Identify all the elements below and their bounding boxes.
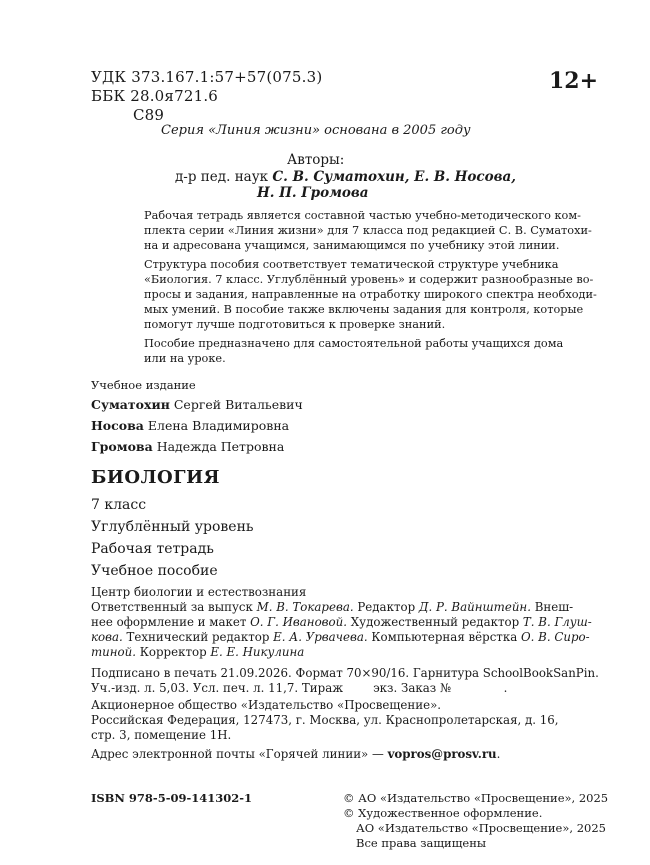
annotation-p2-l5: помогут лучше подготовиться к проверке знаний.: [144, 318, 446, 331]
imprint-line-1: Подписано в печать 21.09.2026. Формат 70×90/16. Гарнитура SchoolBookSanPin.: [91, 666, 599, 680]
annotation-p1-l3: на и адресована учащимся, занимающимся по учебнику этой линии.: [144, 239, 560, 252]
email-end: .: [496, 747, 501, 761]
copyright-1: © АО «Издательство «Просвещение», 2025: [343, 791, 609, 805]
credit-2: [91, 418, 289, 433]
annotation-p1-l1: Рабочая тетрадь является составной частью учебно-методического ком-: [144, 209, 581, 222]
staff-person: Е. Е. Никулина: [210, 645, 305, 659]
staff-person: М. В. Токарева.: [256, 600, 354, 614]
isbn: ISBN 978-5-09-141302-1: [91, 791, 253, 805]
book-purpose: Учебное пособие: [91, 563, 218, 579]
udk-code: УДК 373.167.1:57+57(075.3): [91, 68, 323, 86]
staff-person: О. В. Сиро-: [520, 630, 590, 644]
staff-line-1: [91, 600, 573, 616]
imprint-line-5: стр. 3, помещение 1Н.: [91, 728, 232, 742]
rights-reserved: Все права защищены: [356, 836, 487, 850]
authors-line-2: Н. П. Громова: [257, 185, 369, 201]
staff-person: Д. Р. Вайнштейн.: [418, 600, 531, 614]
author-mark: С89: [133, 106, 165, 124]
authors-degree: д-р пед. наук: [175, 169, 269, 185]
staff-line-4: [91, 645, 304, 661]
edition-type: Учебное издание: [91, 378, 196, 392]
staff-center: Центр биологии и естествознания: [91, 585, 307, 599]
annotation-p1-l2: плекта серии «Линия жизни» для 7 класса под редакцией С. В. Суматохи-: [144, 224, 592, 237]
authors-names: С. В. Суматохин, Е. В. Носова,: [272, 169, 516, 185]
staff-role: Художественный редактор: [347, 615, 523, 629]
email-label: Адрес электронной почты «Горячей линии» —: [91, 747, 388, 761]
staff-person: О. Г. Ивановой.: [250, 615, 347, 629]
bbk-code: ББК 28.0я721.6: [91, 87, 219, 105]
staff-person: тиной.: [91, 645, 137, 659]
annotation-p3-l1: Пособие предназначено для самостоятельной работы учащихся дома: [144, 337, 564, 350]
imprint-line-2: Уч.-изд. л. 5,03. Усл. печ. л. 11,7. Тираж экз. Заказ № .: [91, 681, 508, 695]
book-title: БИОЛОГИЯ: [91, 467, 220, 488]
staff-role: нее оформление и макет: [91, 615, 251, 629]
credit-given: Надежда Петровна: [156, 439, 285, 454]
annotation-p2-l3: просы и задания, направленные на отработку широкого спектра необходи-: [144, 288, 597, 301]
staff-role: Технический редактор: [122, 630, 274, 644]
series-note: Серия «Линия жизни» основана в 2005 году: [161, 123, 471, 138]
staff-role: Редактор: [353, 600, 419, 614]
imprint-line-3: Акционерное общество «Издательство «Просвещение».: [91, 698, 442, 712]
annotation-p2-l1: Структура пособия соответствует тематической структуре учебника: [144, 258, 559, 271]
annotation-p3-l2: или на уроке.: [144, 352, 226, 365]
credit-3: [91, 439, 284, 454]
email-link[interactable]: vopros@prosv.ru: [387, 747, 497, 761]
credit-given: Елена Владимировна: [147, 418, 290, 433]
credit-surname: Носова: [91, 418, 144, 433]
annotation-p2-l4: мых умений. В пособие также включены задания для контроля, которые: [144, 303, 584, 316]
credit-1: [91, 397, 303, 412]
staff-person: Е. А. Урвачева.: [273, 630, 368, 644]
credit-given: Сергей Витальевич: [173, 397, 303, 412]
book-kind: Рабочая тетрадь: [91, 541, 214, 557]
authors-label: Авторы:: [287, 152, 345, 168]
copyright-3: АО «Издательство «Просвещение», 2025: [356, 821, 606, 835]
staff-line-3: [91, 630, 590, 646]
hotline-email-line: [91, 747, 500, 763]
annotation-p2-l2: «Биология. 7 класс. Углублённый уровень» и содержит разнообразные во-: [144, 273, 594, 286]
imprint-line-4: Российская Федерация, 127473, г. Москва, ул. Краснопролетарская, д. 16,: [91, 713, 559, 727]
authors-line-1: [175, 169, 516, 185]
book-level: Углублённый уровень: [91, 519, 254, 535]
copyright-2: © Художественное оформление.: [343, 806, 543, 820]
staff-role: Корректор: [136, 645, 211, 659]
staff-role: Компьютерная вёрстка: [367, 630, 521, 644]
staff-person: кова.: [91, 630, 123, 644]
credit-surname: Громова: [91, 439, 153, 454]
age-rating-badge: 12+: [549, 68, 599, 94]
staff-line-2: [91, 615, 592, 631]
credit-surname: Суматохин: [91, 397, 170, 412]
staff-person: Т. В. Глуш-: [522, 615, 592, 629]
staff-role: Внеш-: [530, 600, 574, 614]
book-grade: 7 класс: [91, 497, 147, 513]
staff-role: Ответственный за выпуск: [91, 600, 257, 614]
